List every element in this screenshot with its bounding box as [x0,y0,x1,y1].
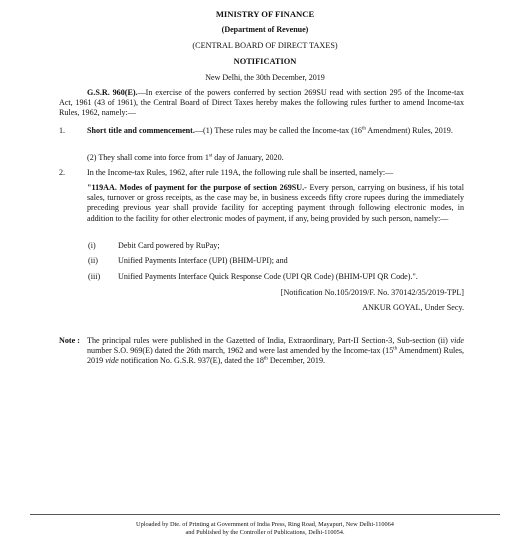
mode-text: Debit Card powered by RuPay; [118,241,220,250]
gsr-number: G.S.R. 960(E). [87,88,138,97]
notification-number: [Notification No.105/2019/F. No. 370142/35/2019-TPL] [280,288,464,297]
rule-119aa-heading: "119AA. Modes of payment for the purpose of section 269SU.- [87,183,307,192]
mode-number: (i) [88,241,96,250]
board-heading: (CENTRAL BOARD OF DIRECT TAXES) [192,41,338,50]
notification-heading: NOTIFICATION [233,57,297,66]
mode-number: (ii) [88,256,98,265]
rule-119aa-paragraph [87,183,464,224]
footer [0,521,530,537]
signatory: ANKUR GOYAL, Under Secy. [362,303,464,312]
footer-divider [30,514,500,515]
note-text: The principal rules were published in the Gazetted of India, Extraordinary, Part-II Section-3, Sub-section (ii) vide number S.O. 969(E) dated the 26th march, 1962 and were last amended by the Income-tax (15th Amendment) Rules, 2019 vide notification No. G.S.R. 937(E), dated the 18th December, 2019. [87,336,465,366]
rule-1-subrule-2: (2) They shall come into force from 1st day of January, 2020. [87,153,284,162]
mode-number: (iii) [88,272,101,281]
ministry-heading: MINISTRY OF FINANCE [215,9,315,19]
place-date: New Delhi, the 30th December, 2019 [205,73,325,82]
footer-line: and Published by the Controller of Publications, Delhi-110054. [185,529,345,536]
mode-text: Unified Payments Interface Quick Response Code (UPI QR Code) (BHIM-UPI QR Code).". [118,272,418,281]
preamble-paragraph [59,88,464,119]
rule-2-number: 2. [59,168,66,177]
mode-text: Unified Payments Interface (UPI) (BHIM-UPI); and [118,256,288,265]
note-label: Note : [59,336,80,345]
rule-1-text: Short title and commencement.—(1) These rules may be called the Income-tax (16th Amendment) Rules, 2019. [87,126,453,135]
rule-1-heading: Short title and commencement. [87,126,195,135]
preamble-text: —In exercise of the powers conferred by section 269SU read with section 295 of the Income-tax Act, 1961 (43 of 1961), the Central Board of Direct Taxes hereby makes the following rules further to amend Income-tax Rules, 1962, namely:— [59,88,464,118]
footer-line: Uploaded by Dte. of Printing at Government of India Press, Ring Road, Mayapuri, New Delhi-110064 [136,521,394,528]
rule-2-text: In the Income-tax Rules, 1962, after rule 119A, the following rule shall be inserted, namely:— [87,168,394,177]
rule-1-number: 1. [59,126,66,135]
rule-119aa-body: Every person, carrying on business, if his total sales, turnover or gross receipts, as the case may be, in business exceeds fifty crore rupees during the immediately preceding previous year shall provide facility for accepting payment through following electronic modes, in addition to the facility for other electronic modes of payment, if any, being provided by such person, namely:— [87,183,464,223]
department-heading: (Department of Revenue) [221,25,309,34]
